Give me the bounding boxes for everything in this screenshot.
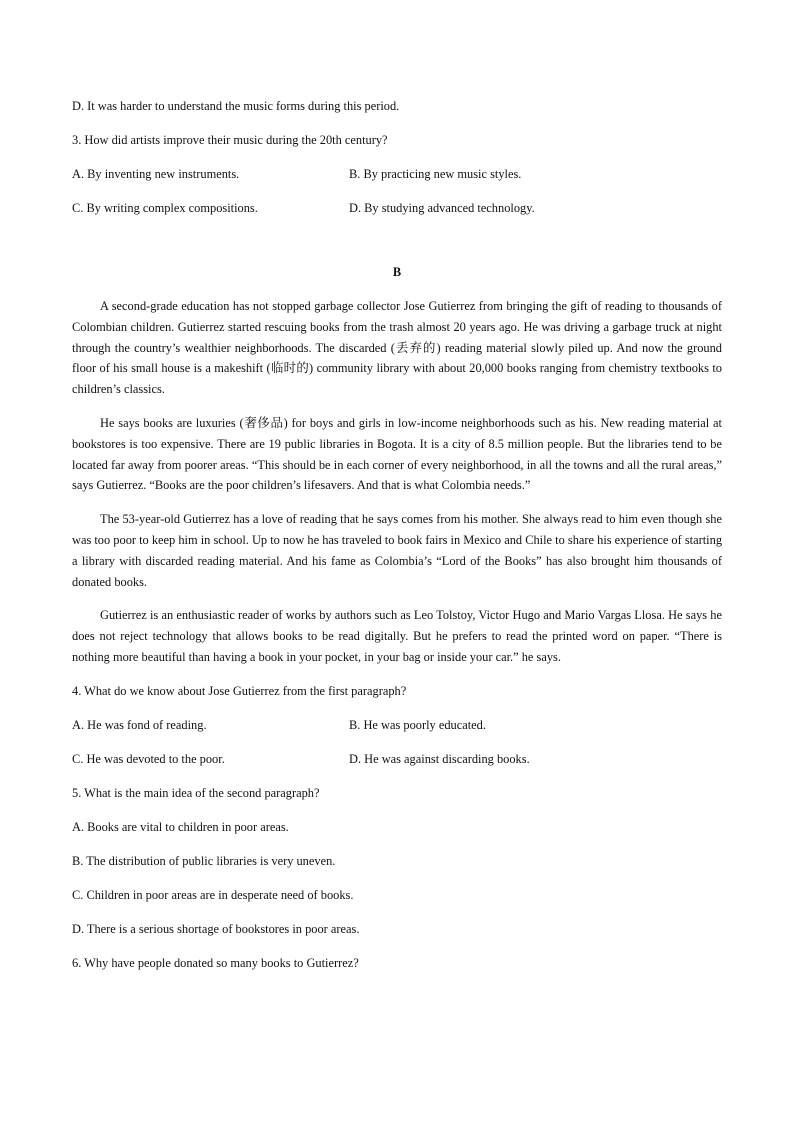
q4-options-row-1: [72, 715, 722, 749]
passage-paragraph-3: The 53-year-old Gutierrez has a love of reading that he says comes from his mother. She always read to him even though she was too poor to keep him in school. Up to now he has traveled to book fairs in Mexico and Chile to share his experience of starting a library with discarded reading material. And his fame as Colombia’s “Lord of the Books” has also brought him thousands of donated books.: [72, 512, 723, 589]
q4-option-c: C. He was devoted to the poor.: [72, 751, 225, 766]
passage-paragraph-2: He says books are luxuries (奢侈品) for boys and girls in low-income neighborhoods such as his. New reading material at bookstores is too expensive. There are 19 public libraries in Bogota. It is a city of 8.5 million people. But the libraries tend to be located far away from poorer areas. “This should be in each corner of every neighborhood, in all the towns and all the rural areas,” says Gutierrez. “Books are the poor children’s lifesavers. And that is what Colombia needs.”: [72, 415, 722, 493]
q5-option-c: C. Children in poor areas are in desperate need of books.: [72, 887, 354, 902]
q3-option-b: B. By practicing new music styles.: [349, 167, 522, 181]
q3-option-d: D. By studying advanced technology.: [349, 201, 535, 215]
q4-option-a: A. He was fond of reading.: [72, 717, 207, 732]
section-b-title: B: [392, 265, 402, 279]
document-page: [72, 96, 722, 987]
q3-options-row-1: [72, 164, 722, 198]
q4-question: 4. What do we know about Jose Gutierrez from the first paragraph?: [72, 683, 407, 698]
q5-option-b: B. The distribution of public libraries is very uneven.: [72, 853, 336, 868]
q4-options-row-2: [72, 749, 722, 783]
q4-option-b: B. He was poorly educated.: [349, 717, 486, 732]
q6-question: 6. Why have people donated so many books to Gutierrez?: [72, 955, 359, 970]
q4-option-d: D. He was against discarding books.: [349, 751, 530, 766]
passage-paragraph-4: Gutierrez is an enthusiastic reader of works by authors such as Leo Tolstoy, Victor Hugo and Mario Vargas Llosa. He says he does not reject technology that allows books to be read digitally. But he prefers to read the printed word on paper. “There is nothing more beautiful than having a book in your pocket, in your bag or inside your car.” he says.: [72, 608, 722, 664]
q2-option-d: D. It was harder to understand the music forms during this period.: [72, 99, 400, 113]
q3-option-c: C. By writing complex compositions.: [72, 201, 258, 215]
q3-question: 3. How did artists improve their music during the 20th century?: [72, 133, 388, 147]
q5-question: 5. What is the main idea of the second paragraph?: [72, 785, 320, 800]
q3-option-a: A. By inventing new instruments.: [72, 167, 240, 181]
q5-option-d: D. There is a serious shortage of bookstores in poor areas.: [72, 921, 360, 936]
q3-options-row-2: [72, 198, 722, 232]
q5-option-a: A. Books are vital to children in poor areas.: [72, 819, 289, 834]
passage-paragraph-1: A second-grade education has not stopped garbage collector Jose Gutierrez from bringing the gift of reading to thousands of Colombian children. Gutierrez started rescuing books from the trash almost 20 years ago. He was driving a garbage truck at night through the country’s wealthier neighborhoods. The discarded (丢弃的) reading material slowly piled up. And now the ground floor of his small house is a makeshift (临时的) community library with about 20,000 books ranging from chemistry textbooks to children’s classics.: [72, 299, 722, 397]
